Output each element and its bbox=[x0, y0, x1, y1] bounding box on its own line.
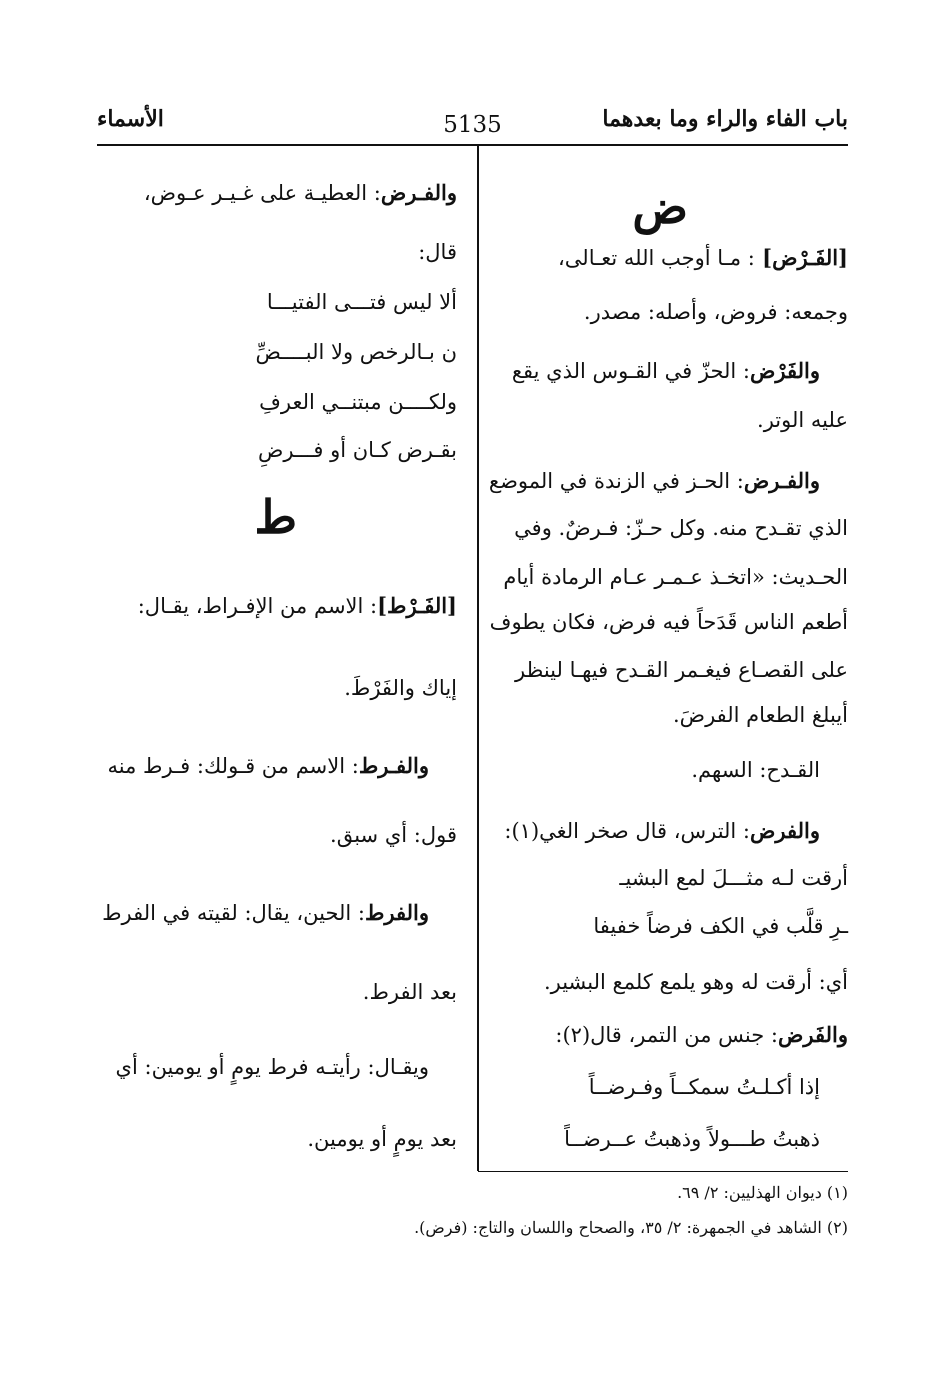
line-text: أي: أرقت له وهو يلمع كلمع البشير. bbox=[543, 970, 848, 994]
line-text: على القصـاع فيغـمر القـدح فيهـا لينظر bbox=[515, 658, 848, 682]
right-column-line bbox=[673, 703, 848, 727]
headword: [الفَـرْض] bbox=[754, 245, 848, 270]
left-column-line bbox=[259, 390, 457, 414]
line-text: أيبلغ الطعام الفرضَ. bbox=[673, 703, 848, 727]
right-column-line bbox=[515, 658, 848, 682]
line-text: الذي تقـدح منه. وكل حـزّ: فـرضٌ. وفي bbox=[514, 516, 848, 540]
right-column-line bbox=[691, 758, 820, 782]
left-column-line bbox=[363, 980, 457, 1004]
left-column-line bbox=[144, 180, 457, 205]
line-text: ويقـال: رأيتـه فرط يومٍ أو يومين: أي bbox=[115, 1055, 429, 1079]
line-text: : الحزّ في القـوس الذي يقع bbox=[511, 359, 751, 383]
section-letter-ta: ط bbox=[254, 490, 297, 544]
footnote-1: (١) ديوان الهذليين: ٢/ ٦٩. bbox=[677, 1183, 848, 1202]
left-column-line bbox=[330, 823, 457, 847]
line-text: إذا أكـلـتُ سمكــاً وفـرضــاً bbox=[588, 1075, 820, 1099]
right-column-line bbox=[619, 866, 848, 890]
line-text: أرقت لـه مثـــلَ لمع البشيـ bbox=[619, 866, 848, 890]
footnote-2: (٢) الشاهد في الجمهرة: ٢/ ٣٥، والصحاح واللسان والتاج: (فرض). bbox=[414, 1218, 848, 1237]
line-text: بعد يومٍ أو يومين. bbox=[307, 1127, 457, 1151]
left-column-line bbox=[307, 1127, 457, 1151]
line-text: الحـديث: «اتخـذ عـمـر عـام الرمادة أيام bbox=[503, 565, 848, 589]
line-text: ذهبتُ طـــولاً وذهبتُ عــرضــاً bbox=[564, 1127, 820, 1151]
left-column-line bbox=[102, 900, 429, 925]
line-text: : العطيـة على غـيـر عـوض، bbox=[143, 181, 381, 205]
line-text: القـدح: السهم. bbox=[691, 758, 820, 782]
line-text: : الاسم من قـولك: فـرط منه bbox=[107, 754, 359, 778]
page-number: 5135 bbox=[443, 112, 502, 138]
headword: والفـرط bbox=[358, 753, 429, 778]
left-column-line bbox=[138, 593, 457, 618]
right-column-line bbox=[514, 516, 848, 540]
line-text: إياك والفَرْطَ. bbox=[344, 676, 457, 700]
right-column-line bbox=[489, 468, 820, 493]
right-column-line bbox=[504, 818, 820, 843]
left-column-line bbox=[258, 438, 457, 462]
line-text: ولكــــن مبتنــي العرفِ bbox=[259, 390, 457, 414]
left-column-line bbox=[116, 1055, 429, 1079]
headword: والفـرض bbox=[743, 468, 820, 493]
line-text: ن بـالرخص ولا البــــضِّ bbox=[255, 340, 457, 364]
line-text: أطعم الناس قَدَحاً فيه فرض، فكان يطوف bbox=[489, 610, 848, 634]
line-text: ـرِ قلَّب في الكف فرضاً خفيفا bbox=[593, 914, 848, 938]
header-rule bbox=[97, 144, 848, 146]
right-column-line bbox=[589, 1075, 820, 1099]
headword: والفـرض bbox=[380, 180, 457, 205]
right-column-line bbox=[593, 914, 848, 938]
headword: والفَرض bbox=[778, 1022, 848, 1047]
right-column-line bbox=[503, 565, 848, 589]
left-column-line bbox=[418, 240, 457, 264]
line-text: : الحين، يقال: لقيته في الفرط bbox=[102, 901, 365, 925]
headword: والفرض bbox=[750, 818, 820, 843]
right-column-line bbox=[512, 358, 820, 383]
right-column-line bbox=[555, 1022, 848, 1047]
line-text: وجمعه: فروض، وأصله: مصدر. bbox=[583, 300, 848, 324]
right-column-line bbox=[558, 245, 848, 270]
right-column-line bbox=[757, 408, 848, 432]
line-text: : جنس من التمر، قال(٢): bbox=[555, 1023, 779, 1047]
line-text: : الترس، قال صخر الغي(١): bbox=[504, 819, 751, 843]
line-text: : مـا أوجب الله تعـالى، bbox=[558, 246, 755, 270]
section-title: الأسماء bbox=[97, 106, 164, 132]
headword: والفَرْض bbox=[750, 358, 820, 383]
headword: [الفَـرْط] bbox=[377, 593, 457, 618]
line-text: عليه الوتر. bbox=[757, 408, 848, 432]
right-column-line bbox=[544, 970, 848, 994]
column-divider bbox=[477, 144, 479, 1171]
line-text: ألا ليس فتـــى الفتيـــا bbox=[266, 290, 457, 314]
left-column-line bbox=[267, 290, 457, 314]
left-column-line bbox=[255, 340, 457, 364]
line-text: بقـرض كـان أو فـــرضِ bbox=[257, 438, 457, 462]
right-column-line bbox=[564, 1127, 820, 1151]
left-column-line bbox=[344, 676, 457, 700]
chapter-title: باب الفاء والراء وما بعدهما bbox=[602, 106, 848, 132]
line-text: : الحـز في الزندة في الموضع bbox=[488, 469, 744, 493]
headword: والفرط bbox=[364, 900, 429, 925]
section-letter-dad: ض bbox=[632, 180, 688, 234]
line-text: قول: أي سبق. bbox=[330, 823, 457, 847]
line-text: بعد الفرط. bbox=[362, 980, 457, 1004]
line-text: قال: bbox=[418, 240, 457, 264]
line-text: : الاسم من الإفـراط، يقـال: bbox=[137, 594, 378, 618]
left-column-line bbox=[108, 753, 430, 778]
footnote-rule bbox=[478, 1171, 848, 1172]
right-column-line bbox=[584, 300, 848, 324]
right-column-line bbox=[490, 610, 848, 634]
